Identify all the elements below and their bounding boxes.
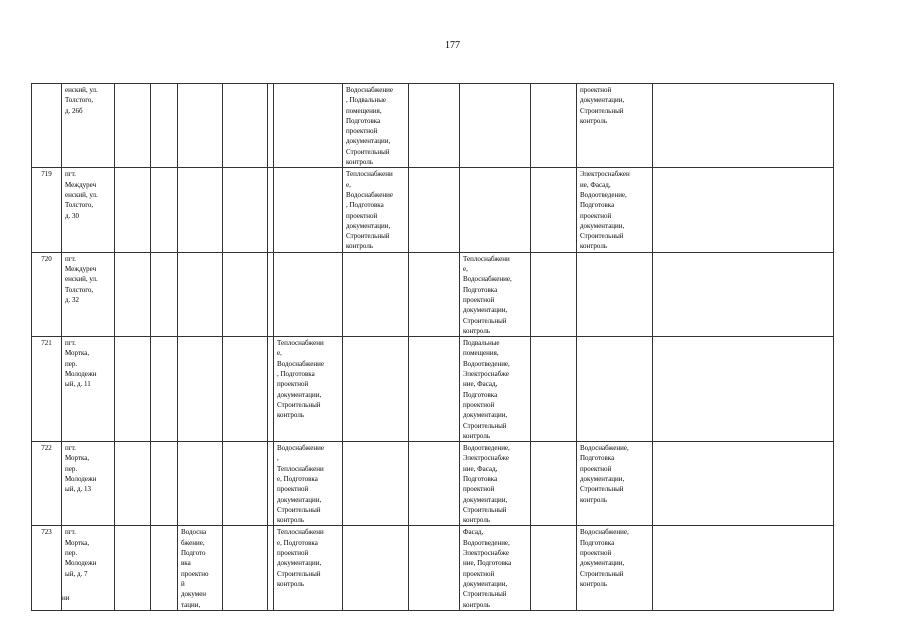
cell-empty [531, 526, 577, 610]
cell-c7 [274, 84, 343, 168]
cell-c12 [577, 526, 653, 610]
cell-empty [531, 337, 577, 442]
table-row [32, 442, 834, 526]
cell-empty [115, 526, 151, 610]
cell-text: Теплоснабжени е, Водоснабжение , Подготовка проектной документации, Строительный контроль [277, 339, 325, 420]
cell-empty [409, 84, 460, 168]
cell-empty [409, 442, 460, 526]
cell-num [32, 252, 62, 336]
cell-num [32, 442, 62, 526]
cell-empty [531, 442, 577, 526]
cell-num [32, 526, 62, 610]
cell-c12 [577, 84, 653, 168]
cell-text: Водоотведение, Электроснабже ние, Фасад, Подготовка проектной документации, Строительный контроль [463, 444, 510, 525]
cell-c10 [460, 526, 531, 610]
cell-empty [531, 252, 577, 336]
cell-num [32, 337, 62, 442]
cell-empty [115, 84, 151, 168]
cell-c5 [178, 526, 223, 610]
table-row [32, 337, 834, 442]
cell-empty [223, 84, 268, 168]
cell-c8 [343, 168, 409, 252]
cell-empty [115, 442, 151, 526]
cell-text: Водоснабжение , Подвальные помещения, Подготовка проектной документации, Строительный контроль [346, 86, 394, 167]
cell-text: Теплоснабжени е, Водоснабжение , Подготовка проектной документации, Строительный контроль [346, 170, 394, 251]
cell-addr [62, 337, 115, 442]
cell-empty [115, 337, 151, 442]
cell-text: 722 [41, 444, 52, 453]
cell-text: пгт. Мортка, пер. Молодежн ый, д. 7 [65, 528, 97, 578]
cell-addr [62, 252, 115, 336]
cell-c7 [274, 526, 343, 610]
footer-text: ни [62, 594, 70, 602]
cell-empty [409, 252, 460, 336]
cell-empty [653, 337, 834, 442]
cell-c5 [178, 84, 223, 168]
cell-text: проектной документации, Строительный контроль [580, 86, 625, 125]
cell-empty [653, 526, 834, 610]
cell-text: Электроснабжен ие, Фасад, Водоотведение, Подготовка проектной документации, Строительный контроль [580, 170, 630, 251]
cell-c5 [178, 442, 223, 526]
cell-empty [223, 337, 268, 442]
cell-c10 [460, 252, 531, 336]
cell-empty [151, 84, 178, 168]
cell-c12 [577, 252, 653, 336]
cell-c12 [577, 337, 653, 442]
cell-c7 [274, 337, 343, 442]
cell-text: Водоснабжение, Подготовка проектной документации, Строительный контроль [580, 444, 629, 504]
cell-empty [115, 168, 151, 252]
cell-empty [409, 337, 460, 442]
cell-empty [531, 84, 577, 168]
capital-repair-table [31, 83, 834, 611]
cell-c8 [343, 526, 409, 610]
cell-empty [653, 252, 834, 336]
cell-text: 720 [41, 254, 52, 263]
cell-empty [151, 442, 178, 526]
cell-c8 [343, 252, 409, 336]
cell-c7 [274, 252, 343, 336]
cell-c10 [460, 442, 531, 526]
cell-text: Теплоснабжени е, Водоснабжение, Подготовка проектной документации, Строительный контроль [463, 254, 512, 335]
cell-empty [151, 168, 178, 252]
cell-c12 [577, 442, 653, 526]
table-row [32, 168, 834, 252]
table-body [32, 84, 834, 611]
cell-empty [223, 442, 268, 526]
cell-text: 719 [41, 170, 52, 179]
cell-num [32, 84, 62, 168]
cell-c8 [343, 84, 409, 168]
cell-addr [62, 84, 115, 168]
cell-empty [409, 168, 460, 252]
table-row [32, 526, 834, 610]
cell-empty [151, 252, 178, 336]
page-number: 177 [445, 40, 460, 51]
cell-text: Водоснабжение, Подготовка проектной документации, Строительный контроль [580, 528, 629, 588]
cell-text: Водоснабжение , Теплоснабжени е, Подготовка проектной документации, Строительный контроль [277, 444, 325, 525]
cell-text: Фасад, Водоотведение, Электроснабже ние, Подготовка проектной документации, Строительный контроль [463, 528, 512, 609]
cell-text: 721 [41, 339, 52, 348]
cell-empty [653, 168, 834, 252]
cell-empty [115, 252, 151, 336]
table-row [32, 252, 834, 336]
cell-c10 [460, 337, 531, 442]
cell-text: Теплоснабжени е, Подготовка проектной документации, Строительный контроль [277, 528, 324, 588]
cell-empty [409, 526, 460, 610]
cell-empty [151, 526, 178, 610]
cell-empty [223, 526, 268, 610]
cell-c5 [178, 337, 223, 442]
cell-text: пгт. Мортка, пер. Молодежн ый, д. 11 [65, 339, 97, 389]
cell-empty [151, 337, 178, 442]
cell-c5 [178, 168, 223, 252]
cell-c10 [460, 168, 531, 252]
cell-addr [62, 442, 115, 526]
cell-c5 [178, 252, 223, 336]
cell-text: пгт. Междуреч енский, ул. Толстого, д. 30 [65, 170, 98, 220]
cell-c12 [577, 168, 653, 252]
cell-text: 723 [41, 528, 52, 537]
cell-empty [223, 252, 268, 336]
cell-text: пгт. Междуреч енский, ул. Толстого, д. 32 [65, 254, 98, 304]
cell-c8 [343, 337, 409, 442]
cell-empty [653, 442, 834, 526]
cell-text: Водосна бжение, Подгото вка проектно й докумен тации, [181, 528, 209, 609]
cell-empty [223, 168, 268, 252]
cell-empty [531, 168, 577, 252]
cell-text: пгт. Мортка, пер. Молодежн ый, д. 13 [65, 444, 97, 494]
cell-text: Подвальные помещения, Водоотведение, Электроснабже ние, Фасад, Подготовка проектной документации, Строительный контроль [463, 339, 510, 440]
cell-c7 [274, 168, 343, 252]
cell-empty [653, 84, 834, 168]
cell-c7 [274, 442, 343, 526]
cell-addr [62, 168, 115, 252]
cell-c10 [460, 84, 531, 168]
cell-c8 [343, 442, 409, 526]
table-row [32, 84, 834, 168]
cell-num [32, 168, 62, 252]
cell-text: енский, ул. Толстого, д. 26б [65, 86, 98, 115]
